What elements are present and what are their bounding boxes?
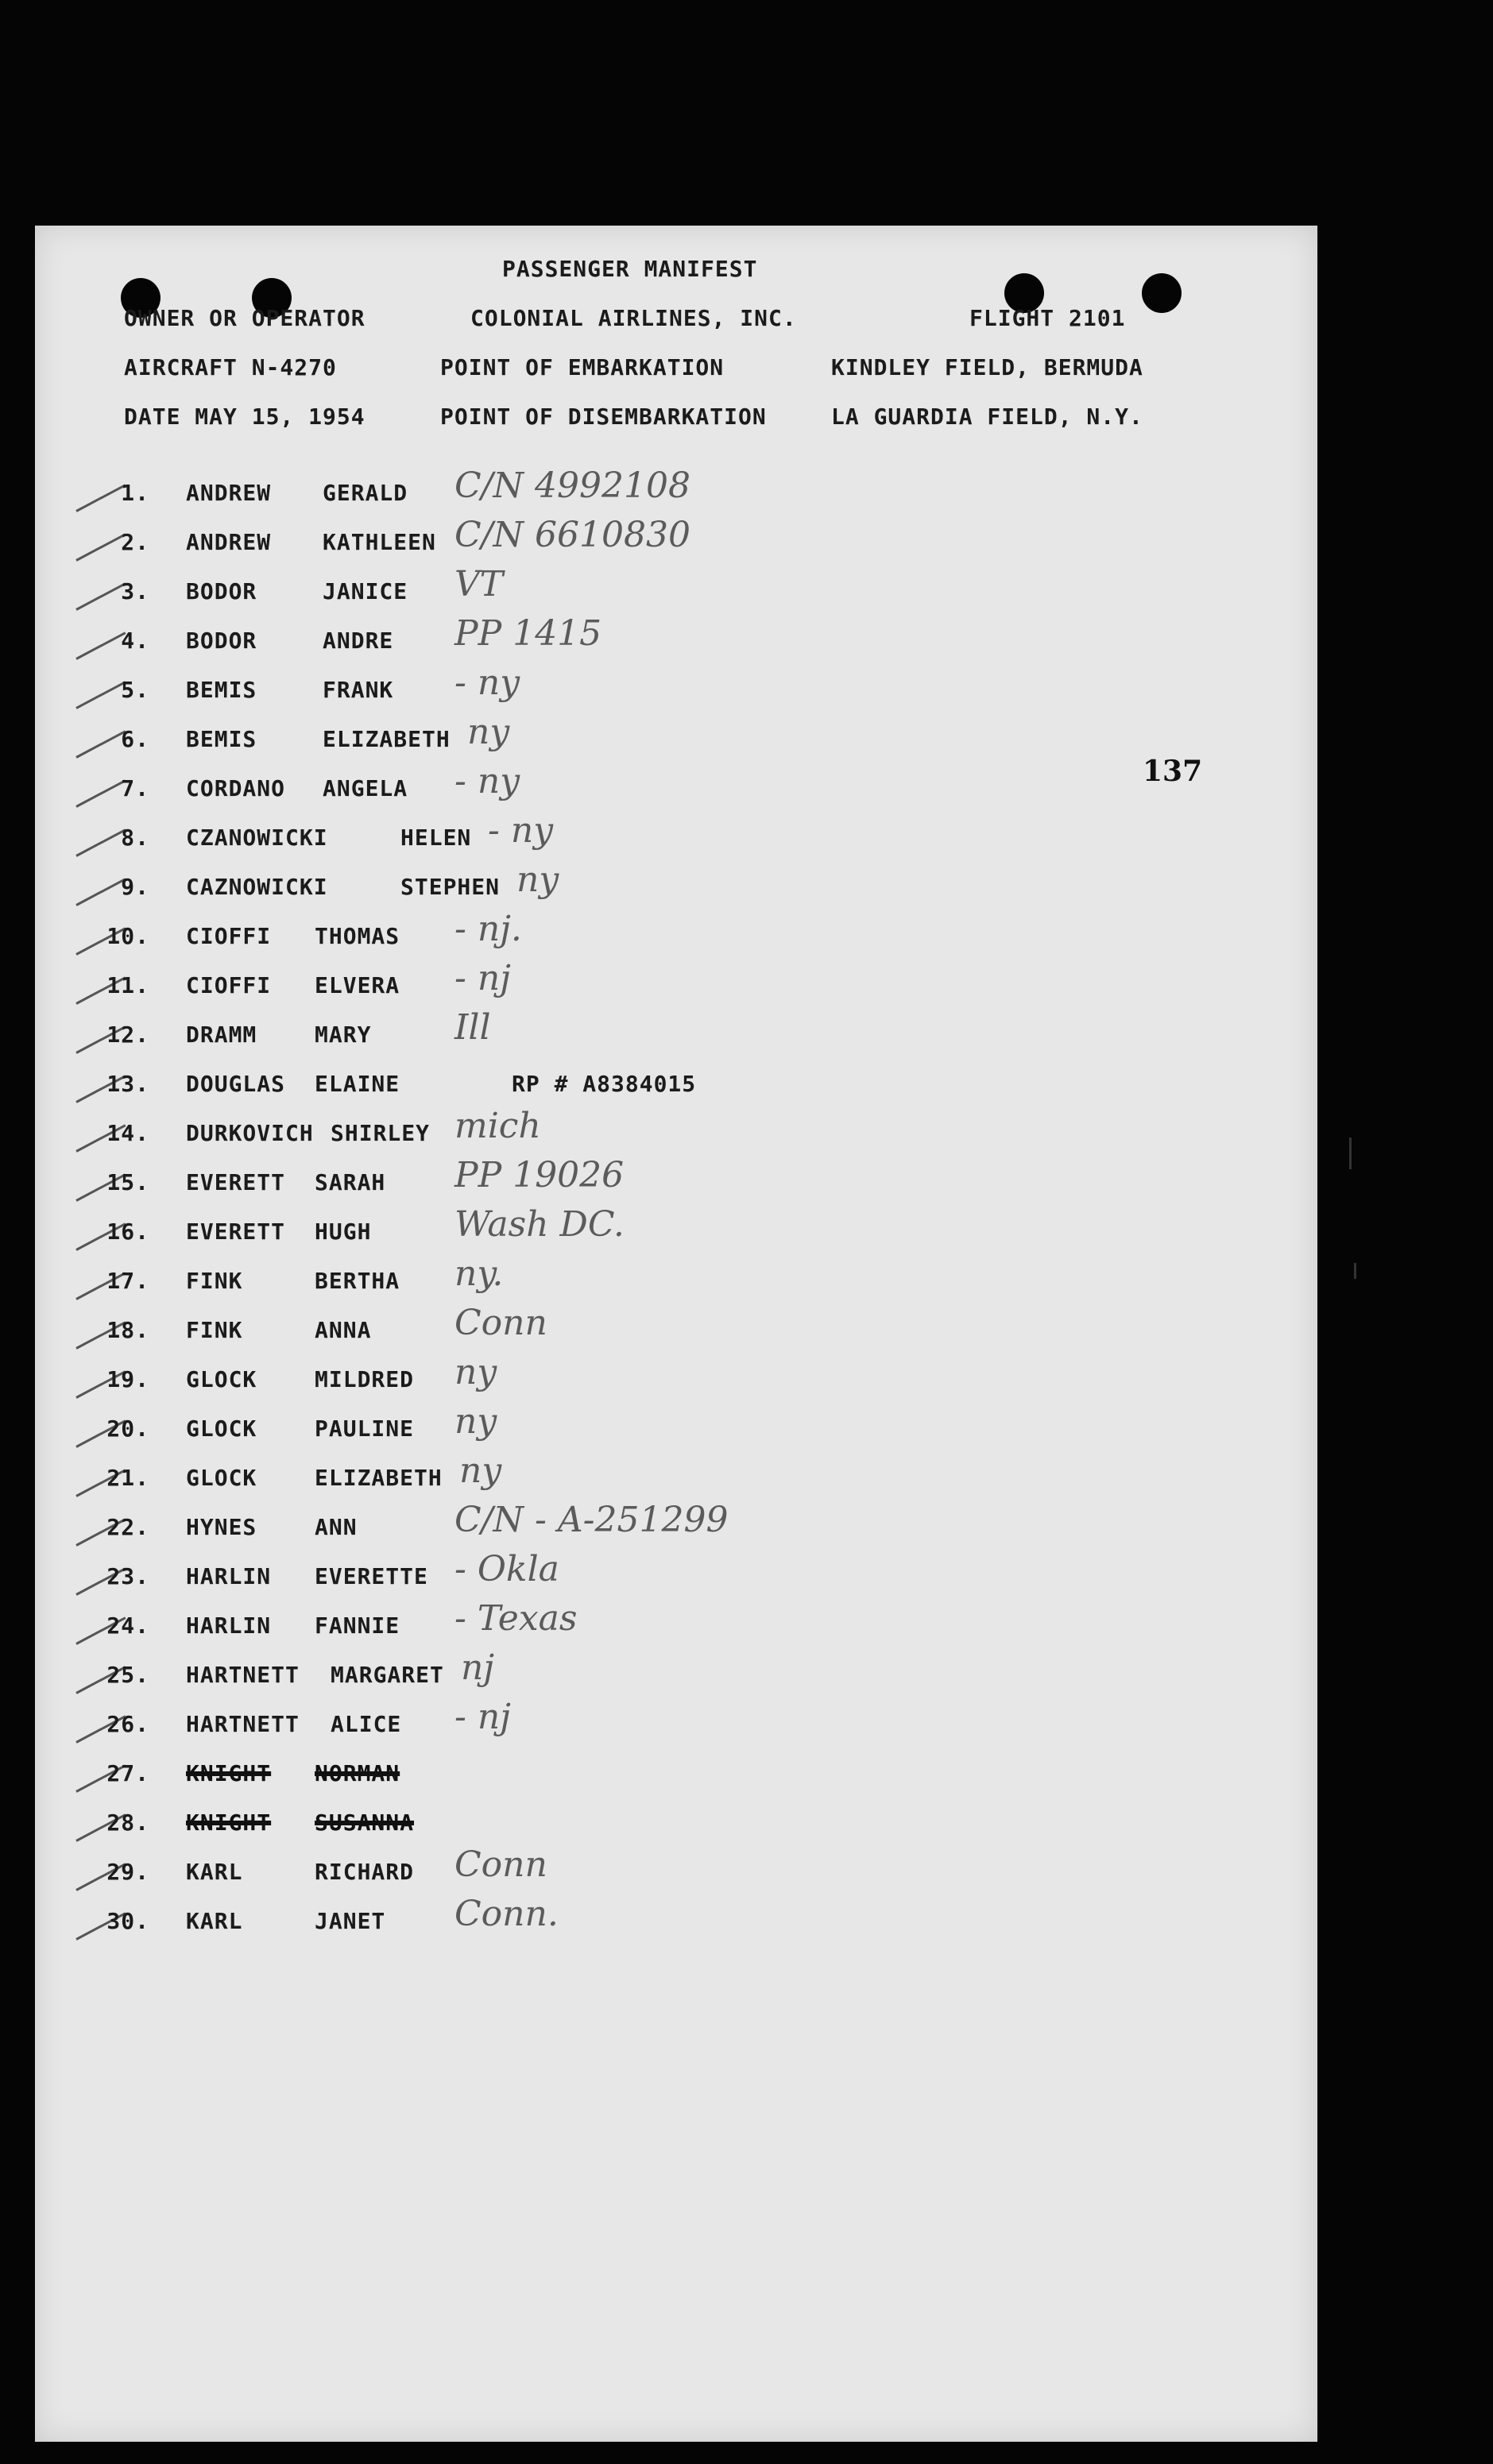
passenger-last-name: KARL xyxy=(186,1908,243,1934)
passenger-number: 4. xyxy=(121,628,149,654)
passenger-last-name: HARTNETT xyxy=(186,1711,300,1737)
passenger-number: 13. xyxy=(106,1071,149,1097)
passenger-number: 30. xyxy=(106,1908,149,1934)
passenger-note: C/N - A-251299 xyxy=(454,1500,729,1540)
list-item xyxy=(35,1106,1306,1169)
passenger-number: 2. xyxy=(121,529,149,555)
passenger-first-name: SARAH xyxy=(315,1169,386,1195)
passenger-last-name: GLOCK xyxy=(186,1415,257,1442)
passenger-number: 10. xyxy=(106,923,149,949)
passenger-first-name: JANET xyxy=(315,1908,386,1934)
list-item xyxy=(35,613,1306,677)
passenger-last-name: GLOCK xyxy=(186,1465,257,1491)
passenger-first-name: BERTHA xyxy=(315,1268,400,1294)
embark-place: KINDLEY FIELD, BERMUDA xyxy=(831,354,1143,380)
list-item xyxy=(35,564,1306,628)
passenger-note: ny xyxy=(454,1352,497,1392)
passenger-first-name: NORMAN xyxy=(315,1760,400,1786)
passenger-note: ny xyxy=(454,1401,497,1442)
list-item xyxy=(35,1549,1306,1612)
passenger-note: - ny xyxy=(454,662,520,703)
list-item xyxy=(35,1500,1306,1563)
list-item xyxy=(35,1303,1306,1366)
operator-name: COLONIAL AIRLINES, INC. xyxy=(470,305,797,331)
passenger-last-name: DURKOVICH xyxy=(186,1120,314,1146)
passenger-number: 29. xyxy=(106,1859,149,1885)
passenger-note: - Texas xyxy=(454,1598,578,1639)
passenger-first-name: ANGELA xyxy=(323,775,408,801)
passenger-last-name: CAZNOWICKI xyxy=(186,874,328,900)
list-item xyxy=(35,859,1306,923)
passenger-note: - nj xyxy=(454,958,511,998)
aircraft-id: AIRCRAFT N-4270 xyxy=(124,354,337,380)
list-item xyxy=(35,662,1306,726)
passenger-number: 28. xyxy=(106,1809,149,1836)
scan-mark xyxy=(1349,1137,1352,1169)
passenger-last-name: FINK xyxy=(186,1317,243,1343)
list-item xyxy=(35,1253,1306,1317)
passenger-number: 7. xyxy=(121,775,149,801)
passenger-note: PP 1415 xyxy=(454,613,602,654)
list-item xyxy=(35,1697,1306,1760)
list-item xyxy=(35,1647,1306,1711)
passenger-first-name: SHIRLEY xyxy=(331,1120,431,1146)
passenger-first-name: JANICE xyxy=(323,578,408,604)
passenger-first-name: ANDRE xyxy=(323,628,394,654)
passenger-note: RP # A8384015 xyxy=(512,1071,697,1097)
passenger-number: 27. xyxy=(106,1760,149,1786)
passenger-first-name: MARY xyxy=(315,1022,372,1048)
passenger-note: C/N 4992108 xyxy=(454,465,690,506)
passenger-first-name: SUSANNA xyxy=(315,1809,415,1836)
passenger-number: 5. xyxy=(121,677,149,703)
passenger-last-name: EVERETT xyxy=(186,1218,286,1245)
list-item xyxy=(35,1204,1306,1268)
manifest-date: DATE MAY 15, 1954 xyxy=(124,404,366,430)
passenger-number: 6. xyxy=(121,726,149,752)
disembark-place: LA GUARDIA FIELD, N.Y. xyxy=(831,404,1143,430)
list-item xyxy=(35,1844,1306,1908)
passenger-last-name: DRAMM xyxy=(186,1022,257,1048)
passenger-last-name: KARL xyxy=(186,1859,243,1885)
passenger-first-name: ELIZABETH xyxy=(323,726,451,752)
passenger-note: PP 19026 xyxy=(454,1155,625,1195)
passenger-first-name: STEPHEN xyxy=(400,874,501,900)
passenger-last-name: CIOFFI xyxy=(186,923,272,949)
passenger-last-name: BODOR xyxy=(186,578,257,604)
list-item xyxy=(35,515,1306,578)
list-item xyxy=(35,958,1306,1022)
passenger-first-name: ANN xyxy=(315,1514,358,1540)
passenger-first-name: HUGH xyxy=(315,1218,372,1245)
passenger-note: - nj. xyxy=(454,909,522,949)
passenger-first-name: FRANK xyxy=(323,677,394,703)
passenger-note: ny xyxy=(467,712,510,752)
passenger-first-name: ALICE xyxy=(331,1711,402,1737)
passenger-number: 16. xyxy=(106,1218,149,1245)
passenger-number: 8. xyxy=(121,825,149,851)
passenger-first-name: EVERETTE xyxy=(315,1563,428,1589)
list-item xyxy=(35,1155,1306,1218)
list-item xyxy=(35,1401,1306,1465)
passenger-last-name: HARLIN xyxy=(186,1612,272,1639)
passenger-last-name: GLOCK xyxy=(186,1366,257,1392)
passenger-last-name: EVERETT xyxy=(186,1169,286,1195)
passenger-number: 25. xyxy=(106,1662,149,1688)
passenger-first-name: THOMAS xyxy=(315,923,400,949)
manifest-title: PASSENGER MANIFEST xyxy=(502,256,758,282)
passenger-number: 22. xyxy=(106,1514,149,1540)
passenger-note: ny. xyxy=(454,1253,504,1294)
list-item xyxy=(35,1598,1306,1662)
passenger-note: ny xyxy=(516,859,559,900)
passenger-number: 15. xyxy=(106,1169,149,1195)
passenger-note: - ny xyxy=(454,761,520,801)
embark-label: POINT OF EMBARKATION xyxy=(440,354,725,380)
passenger-number: 11. xyxy=(106,972,149,998)
passenger-first-name: ELVERA xyxy=(315,972,400,998)
scan-mark xyxy=(1354,1263,1356,1279)
passenger-note: Ill xyxy=(454,1007,491,1048)
passenger-note: Conn xyxy=(454,1303,547,1343)
manifest-page xyxy=(35,226,1317,2442)
passenger-number: 26. xyxy=(106,1711,149,1737)
passenger-note: Conn xyxy=(454,1844,547,1885)
list-item xyxy=(35,909,1306,972)
passenger-note: ny xyxy=(459,1450,502,1491)
list-item xyxy=(35,1007,1306,1071)
passenger-number: 21. xyxy=(106,1465,149,1491)
passenger-first-name: PAULINE xyxy=(315,1415,415,1442)
passenger-note: VT xyxy=(454,564,504,604)
passenger-last-name: CIOFFI xyxy=(186,972,272,998)
passenger-note: C/N 6610830 xyxy=(454,515,690,555)
list-item xyxy=(35,1894,1306,1957)
passenger-first-name: FANNIE xyxy=(315,1612,400,1639)
passenger-first-name: MARGARET xyxy=(331,1662,444,1688)
passenger-last-name: FINK xyxy=(186,1268,243,1294)
passenger-note: - Okla xyxy=(454,1549,559,1589)
passenger-first-name: KATHLEEN xyxy=(323,529,436,555)
passenger-note: Wash DC. xyxy=(454,1204,625,1245)
passenger-number: 12. xyxy=(106,1022,149,1048)
passenger-number: 9. xyxy=(121,874,149,900)
passenger-first-name: ELAINE xyxy=(315,1071,400,1097)
passenger-last-name: KNIGHT xyxy=(186,1809,272,1836)
passenger-last-name: DOUGLAS xyxy=(186,1071,286,1097)
passenger-last-name: HARLIN xyxy=(186,1563,272,1589)
passenger-last-name: KNIGHT xyxy=(186,1760,272,1786)
passenger-number: 23. xyxy=(106,1563,149,1589)
punch-hole xyxy=(1142,273,1182,313)
flight-number: FLIGHT 2101 xyxy=(969,305,1126,331)
passenger-note: nj xyxy=(461,1647,494,1688)
passenger-number: 18. xyxy=(106,1317,149,1343)
passenger-first-name: GERALD xyxy=(323,480,408,506)
list-item xyxy=(35,1809,1306,1859)
passenger-number: 19. xyxy=(106,1366,149,1392)
passenger-last-name: BEMIS xyxy=(186,677,257,703)
list-item xyxy=(35,810,1306,874)
passenger-first-name: HELEN xyxy=(400,825,472,851)
passenger-first-name: MILDRED xyxy=(315,1366,415,1392)
passenger-number: 3. xyxy=(121,578,149,604)
passenger-last-name: ANDREW xyxy=(186,480,272,506)
passenger-number: 17. xyxy=(106,1268,149,1294)
passenger-number: 14. xyxy=(106,1120,149,1146)
list-item xyxy=(35,712,1306,775)
passenger-first-name: ELIZABETH xyxy=(315,1465,443,1491)
passenger-first-name: ANNA xyxy=(315,1317,372,1343)
list-item xyxy=(35,1352,1306,1415)
passenger-last-name: BEMIS xyxy=(186,726,257,752)
list-item xyxy=(35,1071,1306,1120)
passenger-number: 1. xyxy=(121,480,149,506)
passenger-last-name: CZANOWICKI xyxy=(186,825,328,851)
passenger-last-name: HYNES xyxy=(186,1514,257,1540)
passenger-last-name: HARTNETT xyxy=(186,1662,300,1688)
passenger-last-name: ANDREW xyxy=(186,529,272,555)
passenger-last-name: CORDANO xyxy=(186,775,286,801)
passenger-note: mich xyxy=(454,1106,541,1146)
list-item xyxy=(35,1760,1306,1809)
passenger-note: - nj xyxy=(454,1697,511,1737)
disembark-label: POINT OF DISEMBARKATION xyxy=(440,404,767,430)
page-number: 137 xyxy=(1143,755,1203,788)
owner-label: OWNER OR OPERATOR xyxy=(124,305,366,331)
passenger-note: - ny xyxy=(488,810,554,851)
passenger-number: 20. xyxy=(106,1415,149,1442)
passenger-last-name: BODOR xyxy=(186,628,257,654)
passenger-first-name: RICHARD xyxy=(315,1859,415,1885)
passenger-number: 24. xyxy=(106,1612,149,1639)
passenger-note: Conn. xyxy=(454,1894,559,1934)
